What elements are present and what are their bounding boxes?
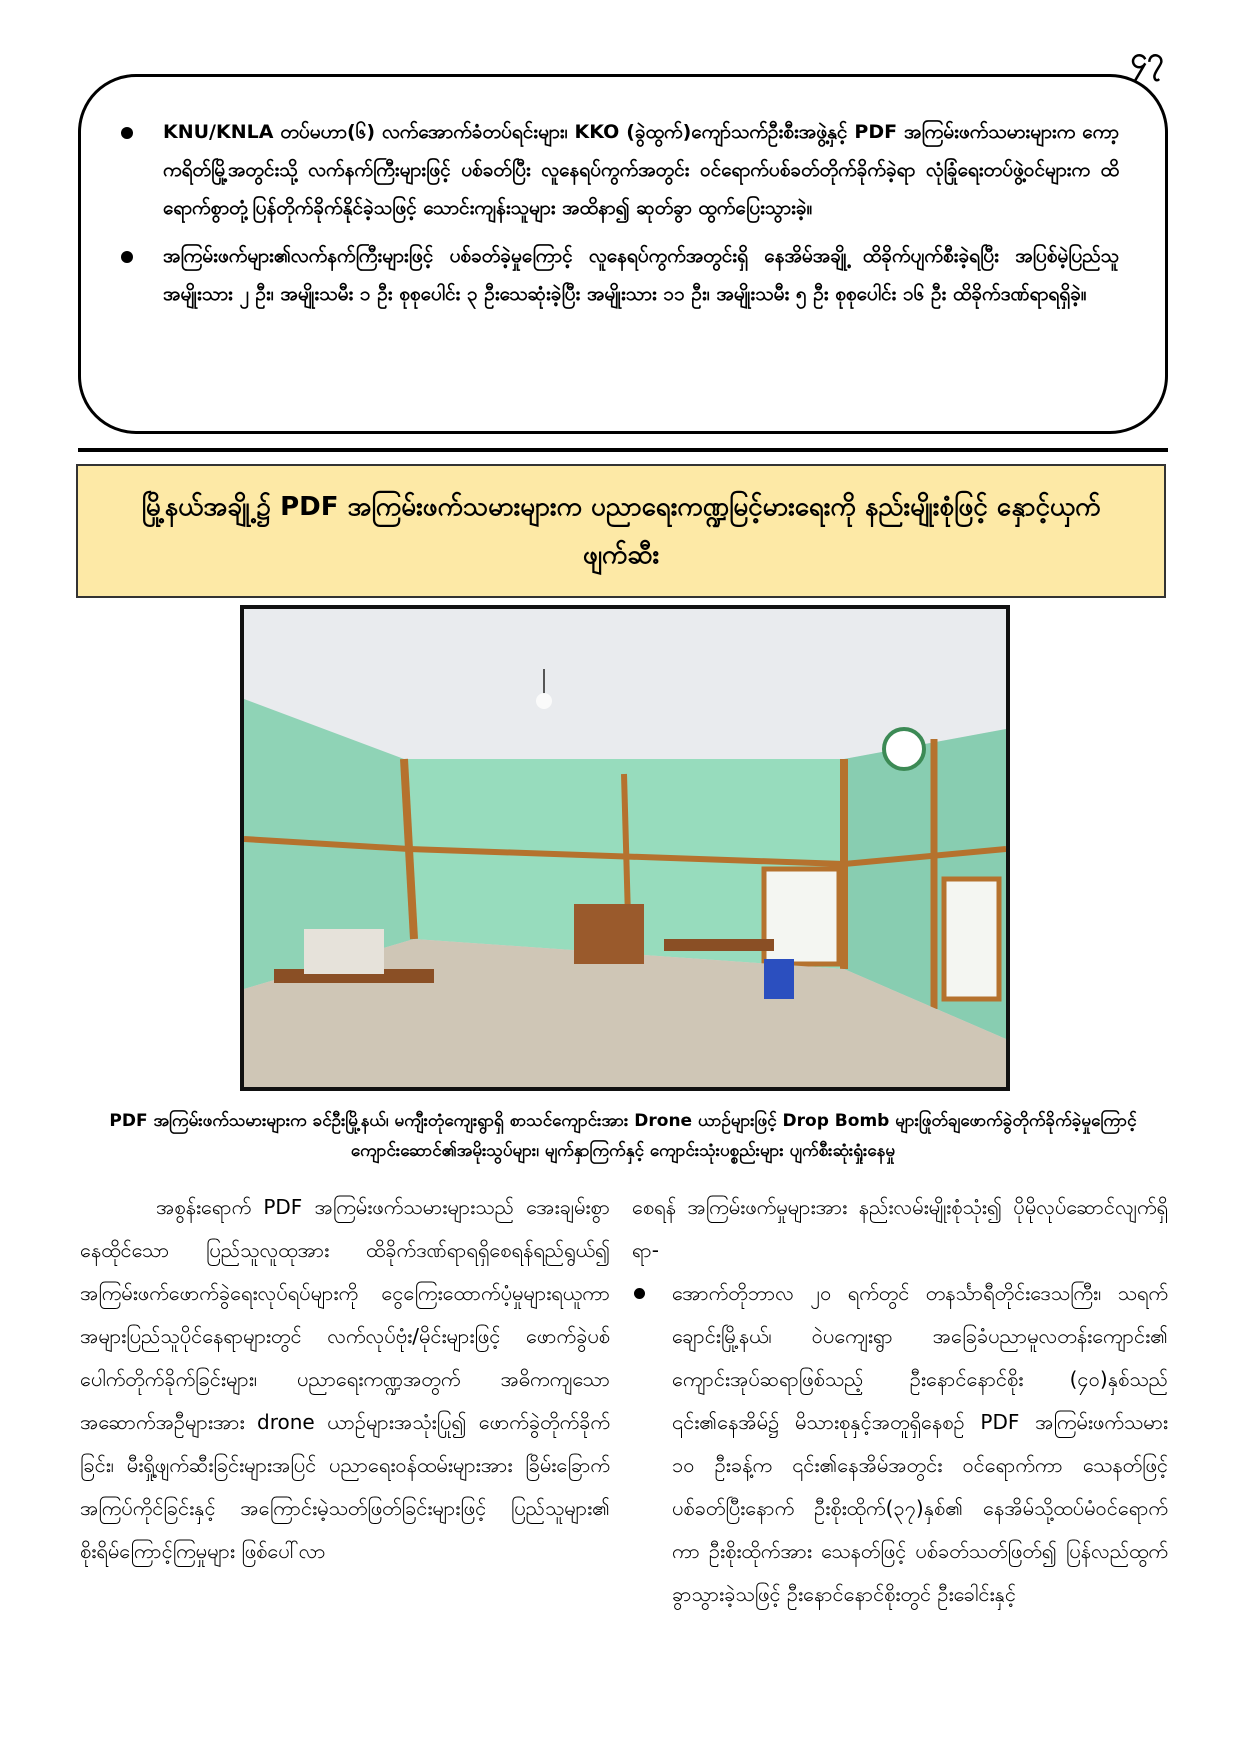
page-number: ၄၇ (1130, 41, 1164, 76)
body-paragraph-continued: စေရန် အကြမ်းဖက်မှုများအား နည်းလမ်းမျိုးစုံသုံး၍ ပိုမိုလုပ်ဆောင်လျက်ရှိရာ- (632, 1195, 1168, 1262)
bullet-icon (121, 127, 133, 139)
classroom-photo (240, 605, 1010, 1091)
summary-item (121, 113, 1119, 227)
incident-list (632, 1272, 1168, 1616)
section-divider (78, 448, 1168, 452)
incident-item-text: အောက်တိုဘာလ ၂၀ ရက်တွင် တနင်္သာရီတိုင်းဒေသကြီး၊ သရက်ချောင်းမြို့နယ်၊ ဝဲပကျေးရွာ အခြေခံပညာမူလတန်းကျောင်း၏ ကျောင်းအုပ်ဆရာဖြစ်သည့် ဦးနောင်နောင်စိုး (၄၀)နှစ်သည် ၎င်း၏နေအိမ်၌ မိသားစုနှင့်အတူရှိနေစဉ် PDF အကြမ်းဖက်သမား ၁၀ ဦးခန့်က ၎င်း၏နေအိမ်အတွင်း ဝင်ရောက်ကာ သေနတ်ဖြင့် ပစ်ခတ်ပြီးနောက် ဦးစိုးထိုက်(၃၇)နှစ်၏ နေအိမ်သို့ထပ်မံဝင်ရောက်ကာ ဦးစိုးထိုက်အား သေနတ်ဖြင့် ပစ်ခတ်သတ်ဖြတ်၍ ပြန်လည်ထွက်ခွာသွားခဲ့သဖြင့် ဦးနောင်နောင်စိုးတွင် ဦးခေါင်းနှင့် (672, 1281, 1168, 1606)
body-column-left (80, 1186, 610, 1573)
incident-item (632, 1272, 1168, 1616)
summary-item-text: KNU/KNLA တပ်မဟာ(၆) လက်အောက်ခံတပ်ရင်းများ၊ KKO (ခွဲထွက်)ကျော်သက်ဦးစီးအဖွဲ့နှင့် PDF အကြမ်းဖက်သမားများက ကော့ကရိတ်မြို့အတွင်းသို့ လက်နက်ကြီးများဖြင့် ပစ်ခတ်ပြီး လူနေရပ်ကွက်အတွင်း ဝင်ရောက်ပစ်ခတ်တိုက်ခိုက်ခဲ့ရာ လုံခြုံရေးတပ်ဖွဲ့ဝင်များက ထိရောက်စွာတုံ့ပြန်တိုက်ခိုက်နိုင်ခဲ့သဖြင့် သောင်းကျန်းသူများ အထိနာ၍ ဆုတ်ခွာ ထွက်ပြေးသွားခဲ့။ (163, 121, 1119, 219)
bullet-icon (634, 1288, 645, 1299)
summary-item (121, 237, 1119, 313)
summary-item-text: အကြမ်းဖက်များ၏လက်နက်ကြီးများဖြင့် ပစ်ခတ်ခဲ့မှုကြောင့် လူနေရပ်ကွက်အတွင်းရှိ နေအိမ်အချို့ ထိခိုက်ပျက်စီးခဲ့ရပြီး အပြစ်မဲ့ပြည်သူအမျိုးသား ၂ ဦး၊ အမျိုးသမီး ၁ ဦး စုစုပေါင်း ၃ ဦးသေဆုံးခဲ့ပြီး အမျိုးသား ၁၁ ဦး၊ အမျိုးသမီး ၅ ဦး စုစုပေါင်း ၁၆ ဦး ထိခိုက်ဒဏ်ရာရရှိခဲ့။ (163, 245, 1119, 305)
body-paragraph: အစွန်းရောက် PDF အကြမ်းဖက်သမားများသည် အေးချမ်းစွာနေထိုင်သော ပြည်သူလူထုအား ထိခိုက်ဒဏ်ရာရရှိစေရန်ရည်ရွယ်၍ အကြမ်းဖက်ဖောက်ခွဲရေးလုပ်ရပ်များကို ငွေကြေးထောက်ပံ့မှုများရယူကာ အများပြည်သူပိုင်နေရာများတွင် လက်လုပ်ဗုံး/မိုင်းများဖြင့် ဖောက်ခွဲပစ်ပေါက်တိုက်ခိုက်ခြင်းများ၊ ပညာရေးကဏ္ဍအတွက် အဓိကကျသော အဆောက်အဦများအား drone ယာဉ်များအသုံးပြု၍ ဖောက်ခွဲတိုက်ခိုက်ခြင်း၊ မီးရှို့ဖျက်ဆီးခြင်းများအပြင် ပညာရေးဝန်ထမ်းများအား ခြိမ်းခြောက်အကြပ်ကိုင်ခြင်းနှင့် အကြောင်းမဲ့သတ်ဖြတ်ခြင်းများဖြင့် ပြည်သူများ၏ စိုးရိမ်ကြောင့်ကြမှုများ ဖြစ်ပေါ်လာ (80, 1195, 610, 1563)
headline: မြို့နယ်အချို့၌ PDF အကြမ်းဖက်သမားများက ပညာရေးကဏ္ဍမြင့်မားရေးကို နည်းမျိုးစုံဖြင့် နှောင့်ယှက်ဖျက်ဆီး (141, 492, 1101, 570)
summary-box (78, 74, 1168, 434)
bullet-icon (121, 251, 133, 263)
body-column-right (632, 1186, 1168, 1616)
photo-caption: PDF အကြမ်းဖက်သမားများက ခင်ဦးမြို့နယ်၊ မကျီးတုံကျေးရွာရှိ စာသင်ကျောင်းအား Drone ယာဉ်များဖြင့် Drop Bomb များဖြုတ်ချဖောက်ခွဲတိုက်ခိုက်ခဲ့မှုကြောင့် ကျောင်းဆောင်၏အမိုးသွပ်များ၊ မျက်နှာကြက်နှင့် ကျောင်းသုံးပစ္စည်းများ ပျက်စီးဆုံးရှုံးနေမှု (109, 1111, 1137, 1161)
headline-box (76, 464, 1166, 598)
summary-list (121, 113, 1119, 313)
